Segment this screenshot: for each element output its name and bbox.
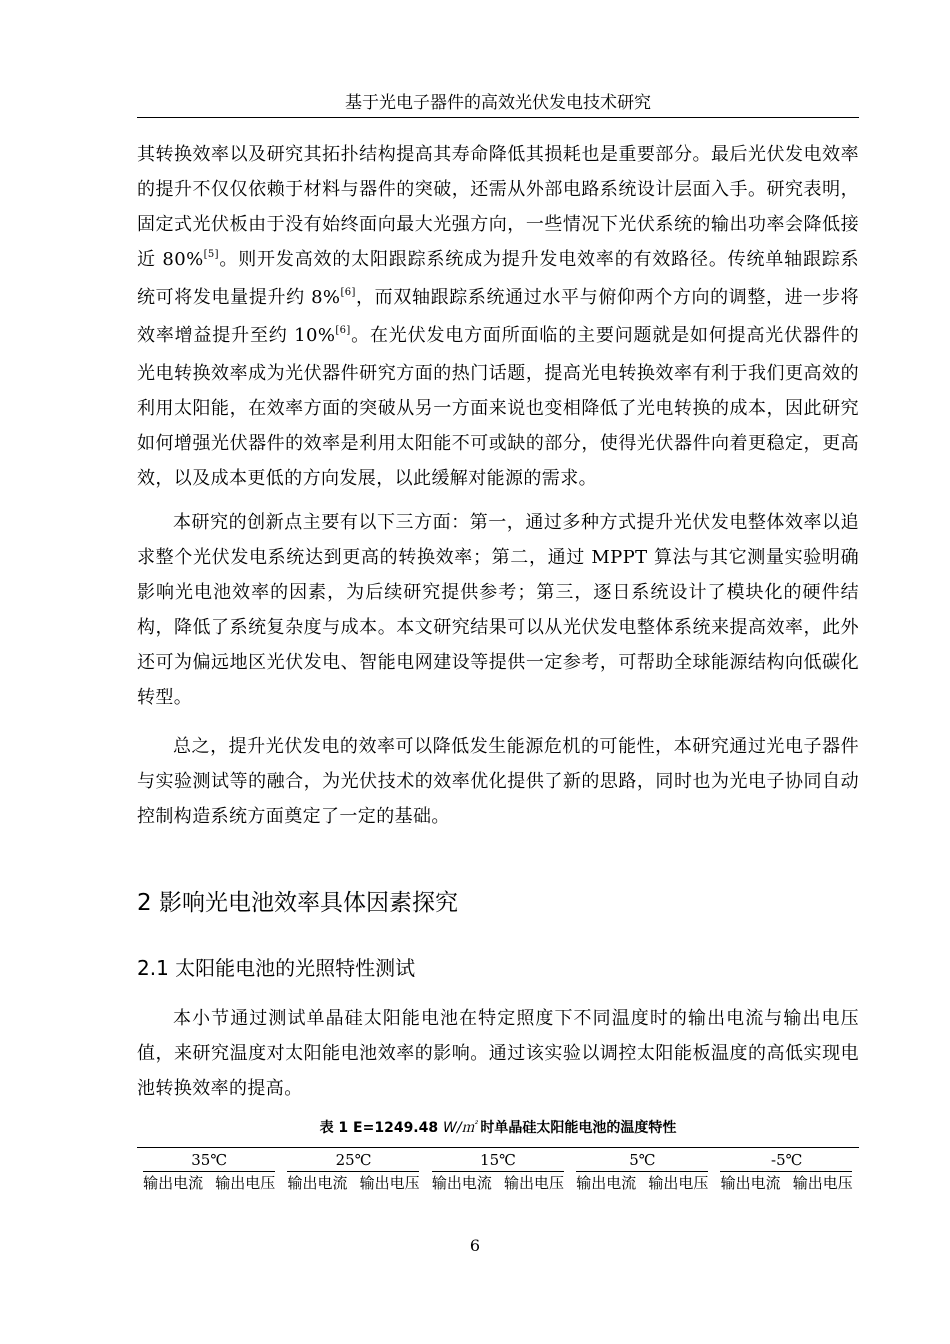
table-group-rule — [720, 1171, 852, 1172]
paragraph-text: 其转换效率以及研究其拓扑结构提高其寿命降低其损耗也是重要部分。最后光伏发电效率的提升不仅仅依赖于材料与器件的突破，还需从外部电路系统设计层面入手。研究表明，固定式光伏板由于没有始终面向最大光强方向，一些情况下光伏系统的输出功率会降低接近 80% — [137, 144, 859, 270]
citation-5: [5] — [203, 249, 219, 260]
table-subheader-cell: 输出电压 — [359, 1174, 420, 1192]
table-subheader-cell: 输出电压 — [648, 1174, 709, 1192]
caption-suffix: 时单晶硅太阳能电池的温度特性 — [475, 1120, 677, 1136]
table-caption — [137, 1117, 859, 1137]
table-group-rule — [432, 1171, 564, 1172]
paragraph-summary: 总之，提升光伏发电的效率可以降低发生能源危机的可能性，本研究通过光电子器件与实验测试等的融合，为光伏技术的效率优化提供了新的思路，同时也为光电子协同自动控制构造系统方面奠定了一定的基础。 — [137, 736, 859, 827]
table-group-rule — [576, 1171, 708, 1172]
paragraph-text: 。在光伏发电方面所面临的主要问题就是如何提高光伏器件的光电转换效率成为光伏器件研究方面的热门话题，提高光电转换效率有利于我们更高效的利用太阳能，在效率方面的突破从另一方面来说也变相降低了光电转换的成本，因此研究如何增强光伏器件的效率是利用太阳能不可或缺的部分，使得光伏器件向着更稳定，更高效，以及成本更低的方向发展，以此缓解对能源的需求。 — [137, 325, 859, 489]
table-top-rule — [137, 1147, 859, 1148]
citation-6b: [6] — [335, 325, 351, 336]
table-subheader-cell: 输出电流 — [143, 1174, 204, 1192]
table-subheader-cell: 输出电流 — [720, 1174, 781, 1192]
temperature-header: 15℃ — [480, 1151, 516, 1169]
paragraph-text: 。则开发高效的太阳跟踪系统成为提升发电效率的有效路径。传统单轴跟踪系统可将发电量提升约 8% — [137, 249, 859, 308]
paragraph-innovations: 本研究的创新点主要有以下三方面：第一，通过多种方式提升光伏发电整体效率以追求整个光伏发电系统达到更高的转换效率；第二，通过 MPPT 算法与其它测量实验明确影响光电池效率的因素，为后续研究提供参考；第三，逐日系统设计了模块化的硬件结构，降低了系统复杂度与成本。本文研究结果可以从光伏发电整体系统来提高效率，此外还可为偏远地区光伏发电、智能电网建设等提供一定参考，可帮助全球能源结构向低碳化转型。 — [137, 512, 859, 708]
section-heading: 2 影响光电池效率具体因素探究 — [137, 890, 458, 916]
temperature-header: 35℃ — [191, 1151, 228, 1169]
table-subheader-cell: 输出电流 — [431, 1174, 492, 1192]
subsection-heading: 2.1 太阳能电池的光照特性测试 — [137, 956, 416, 980]
table-subheader-cell: 输出电压 — [504, 1174, 565, 1192]
temperature-header: 5℃ — [629, 1151, 656, 1169]
table-subheader-cell: 输出电流 — [287, 1174, 348, 1192]
temperature-header: -5℃ — [771, 1151, 803, 1169]
header-rule — [137, 117, 859, 118]
citation-6: [6] — [340, 287, 356, 298]
page-number: 6 — [469, 1236, 481, 1255]
running-header: 基于光电子器件的高效光伏发电技术研究 — [345, 93, 651, 113]
caption-unit: W/㎡ — [443, 1120, 476, 1136]
table-subheader-cell: 输出电流 — [576, 1174, 637, 1192]
table-subheader-cell: 输出电压 — [792, 1174, 853, 1192]
caption-prefix: 表 1 E=1249.48 — [319, 1120, 443, 1136]
table-group-rule — [287, 1171, 419, 1172]
paragraph-efficiency-tracking — [137, 137, 859, 496]
table-subheader-row — [137, 1173, 859, 1193]
table-header-row — [137, 1150, 859, 1170]
paragraph-experiment-intro: 本小节通过测试单晶硅太阳能电池在特定照度下不同温度时的输出电流与输出电压值，来研究温度对太阳能电池效率的影响。通过该实验以调控太阳能板温度的高低实现电池转换效率的提高。 — [137, 1008, 859, 1099]
temperature-header: 25℃ — [335, 1151, 372, 1169]
paragraph-text: ，而双轴跟踪系统通过水平与俯仰两个方向的调整，进一步将效率增益提升至约 10% — [137, 287, 859, 346]
table-group-rule — [143, 1171, 275, 1172]
table-subheader-cell: 输出电压 — [215, 1174, 276, 1192]
